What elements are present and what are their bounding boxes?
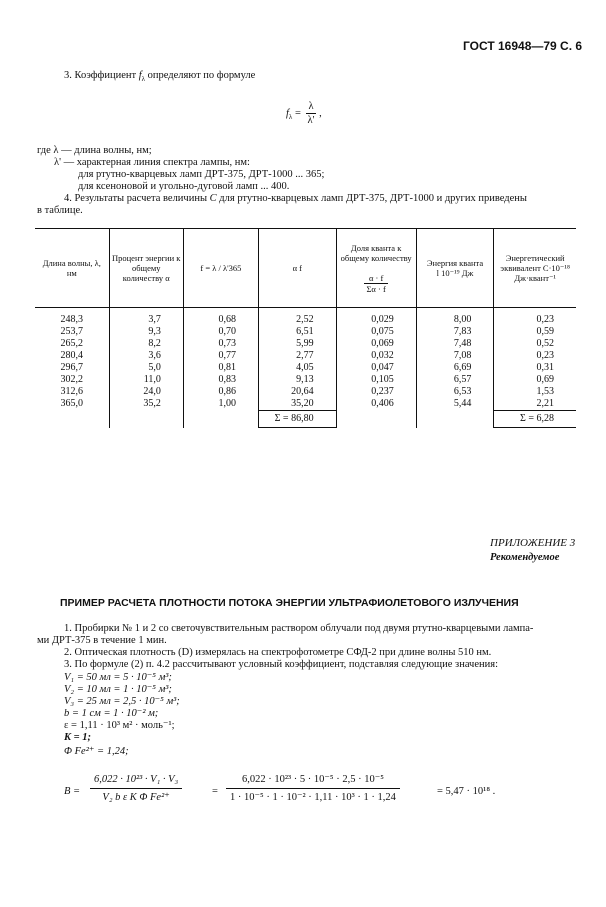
lambda-prime-def: λ' — характерная линия спектра лампы, нм: (54, 157, 250, 168)
for-mercury-lamps: для ртутно-кварцевых ламп ДРТ-375, ДРТ-1000 ... 365; (78, 169, 325, 180)
appendix-title: ПРИМЕР РАСЧЕТА ПЛОТНОСТИ ПОТОКА ЭНЕРГИИ УЛЬТРАФИОЛЕТОВОГО ИЗЛУЧЕНИЯ (60, 597, 519, 609)
col-equivalent-header: Энергетический эквивалент С·10⁻¹⁸ Дж·квант⁻¹ (494, 229, 576, 308)
sum-alpha-f: Σ = 86,80 (258, 411, 336, 428)
table-row: 253,7 9,3 0,70 6,51 0,075 7,83 0,59 (35, 326, 576, 338)
sum-equivalent: Σ = 6,28 (494, 411, 576, 428)
equation-lhs: B = (64, 786, 81, 797)
value-v3: V₃ = 25 мл = 2,5 · 10⁻⁵ м³; (64, 696, 180, 707)
equals-sign: = (212, 786, 218, 797)
col-alpha-f-header: α f (258, 229, 336, 308)
f-lambda-symbol: f (138, 70, 142, 81)
table-row: 312,6 24,0 0,86 20,64 0,237 6,53 1,53 (35, 386, 576, 398)
results-table (35, 228, 576, 428)
item-4-cont: в таблице. (37, 205, 83, 216)
item-4-text: 4. Результаты расчета величины С для ртутно-кварцевых ламп ДРТ-375, ДРТ-1000 и других приведены (64, 193, 527, 204)
equation-fraction-1: 6,022 · 10²³ · V₁ · V₃ V₂ b ε K Φ Fe²⁺ (90, 773, 182, 804)
col-energy-header: Энергия кванта l 10⁻¹⁹ Дж (416, 229, 494, 308)
appendix-sub: Рекомендуемое (490, 552, 560, 563)
value-epsilon: ε = 1,11 · 10³ м² · моль⁻¹; (64, 720, 175, 731)
equation-fraction-2: 6,022 · 10²³ · 5 · 10⁻⁵ · 2,5 · 10⁻⁵ 1 · 10⁻⁵ · 1 · 10⁻² · 1,11 · 10³ · 1 · 1,24 (226, 773, 400, 804)
where-lambda: где λ — длина волны, нм; (37, 145, 152, 156)
item-3-text: 3. Коэффициент $f_\lambda$ определяют по формуле (64, 70, 256, 84)
col-f-header: f = λ / λ'365 (183, 229, 258, 308)
appendix-label: ПРИЛОЖЕНИЕ 3 (490, 537, 576, 549)
col-quantum-share-header: Доля кванта к общему количеству $\frac{\alpha \cdot f}{\Sigma\alpha \cdot f}$ (336, 229, 416, 308)
value-b: b = 1 см = 1 · 10⁻² м; (64, 708, 159, 719)
page-header: ГОСТ 16948—79 С. 6 (463, 39, 583, 53)
appendix-p1a: 1. Пробирки № 1 и 2 со светочувствительным раствором облучали под двумя ртутно-кварцевыми лампа- (64, 623, 534, 634)
appendix-p3: 3. По формуле (2) п. 4.2 рассчитывают условный коэффициент, подставляя следующие значения: (64, 659, 498, 670)
formula-f-lambda: $f_\lambda$ = $\frac{\lambda}{\lambda'}$ , (286, 101, 322, 126)
quantum-share-fraction: $\frac{\alpha \cdot f}{\Sigma\alpha \cdot f}$ (366, 272, 386, 294)
table-row: 265,2 8,2 0,73 5,99 0,069 7,48 0,52 (35, 338, 576, 350)
table-row: 296,7 5,0 0,81 4,05 0,047 6,69 0,31 (35, 362, 576, 374)
table-row: 365,0 35,2 1,00 35,20 0,406 5,44 2,21 (35, 398, 576, 411)
equation-result: = 5,47 · 10¹⁸ . (437, 786, 496, 797)
value-k: K = 1; (64, 732, 91, 743)
table-row: 280,4 3,6 0,77 2,77 0,032 7,08 0,23 (35, 350, 576, 362)
for-xenon-lamps: для ксеноновой и угольно-дуговой ламп ... 400. (78, 181, 290, 192)
col-wavelength-header: Длина волны, λ, нм (35, 229, 109, 308)
table-row: 248,3 3,7 0,68 2,52 0,029 8,00 0,23 (35, 314, 576, 326)
sum-row (35, 411, 576, 428)
value-v1: V₁ = 50 мл = 5 · 10⁻⁵ м³; (64, 672, 172, 683)
appendix-p2: 2. Оптическая плотность (D) измерялась на спектрофотометре СФД-2 при длине волны 510 нм. (64, 647, 492, 658)
col-percent-header: Процент энергии к общему количеству α (109, 229, 183, 308)
appendix-p1b: ми ДРТ-375 в течение 1 мин. (37, 635, 167, 646)
value-v2: V₂ = 10 мл = 1 · 10⁻⁵ м³; (64, 684, 172, 695)
value-phi: Φ Fe²⁺ = 1,24; (64, 746, 129, 757)
table-row: 302,2 11,0 0,83 9,13 0,105 6,57 0,69 (35, 374, 576, 386)
